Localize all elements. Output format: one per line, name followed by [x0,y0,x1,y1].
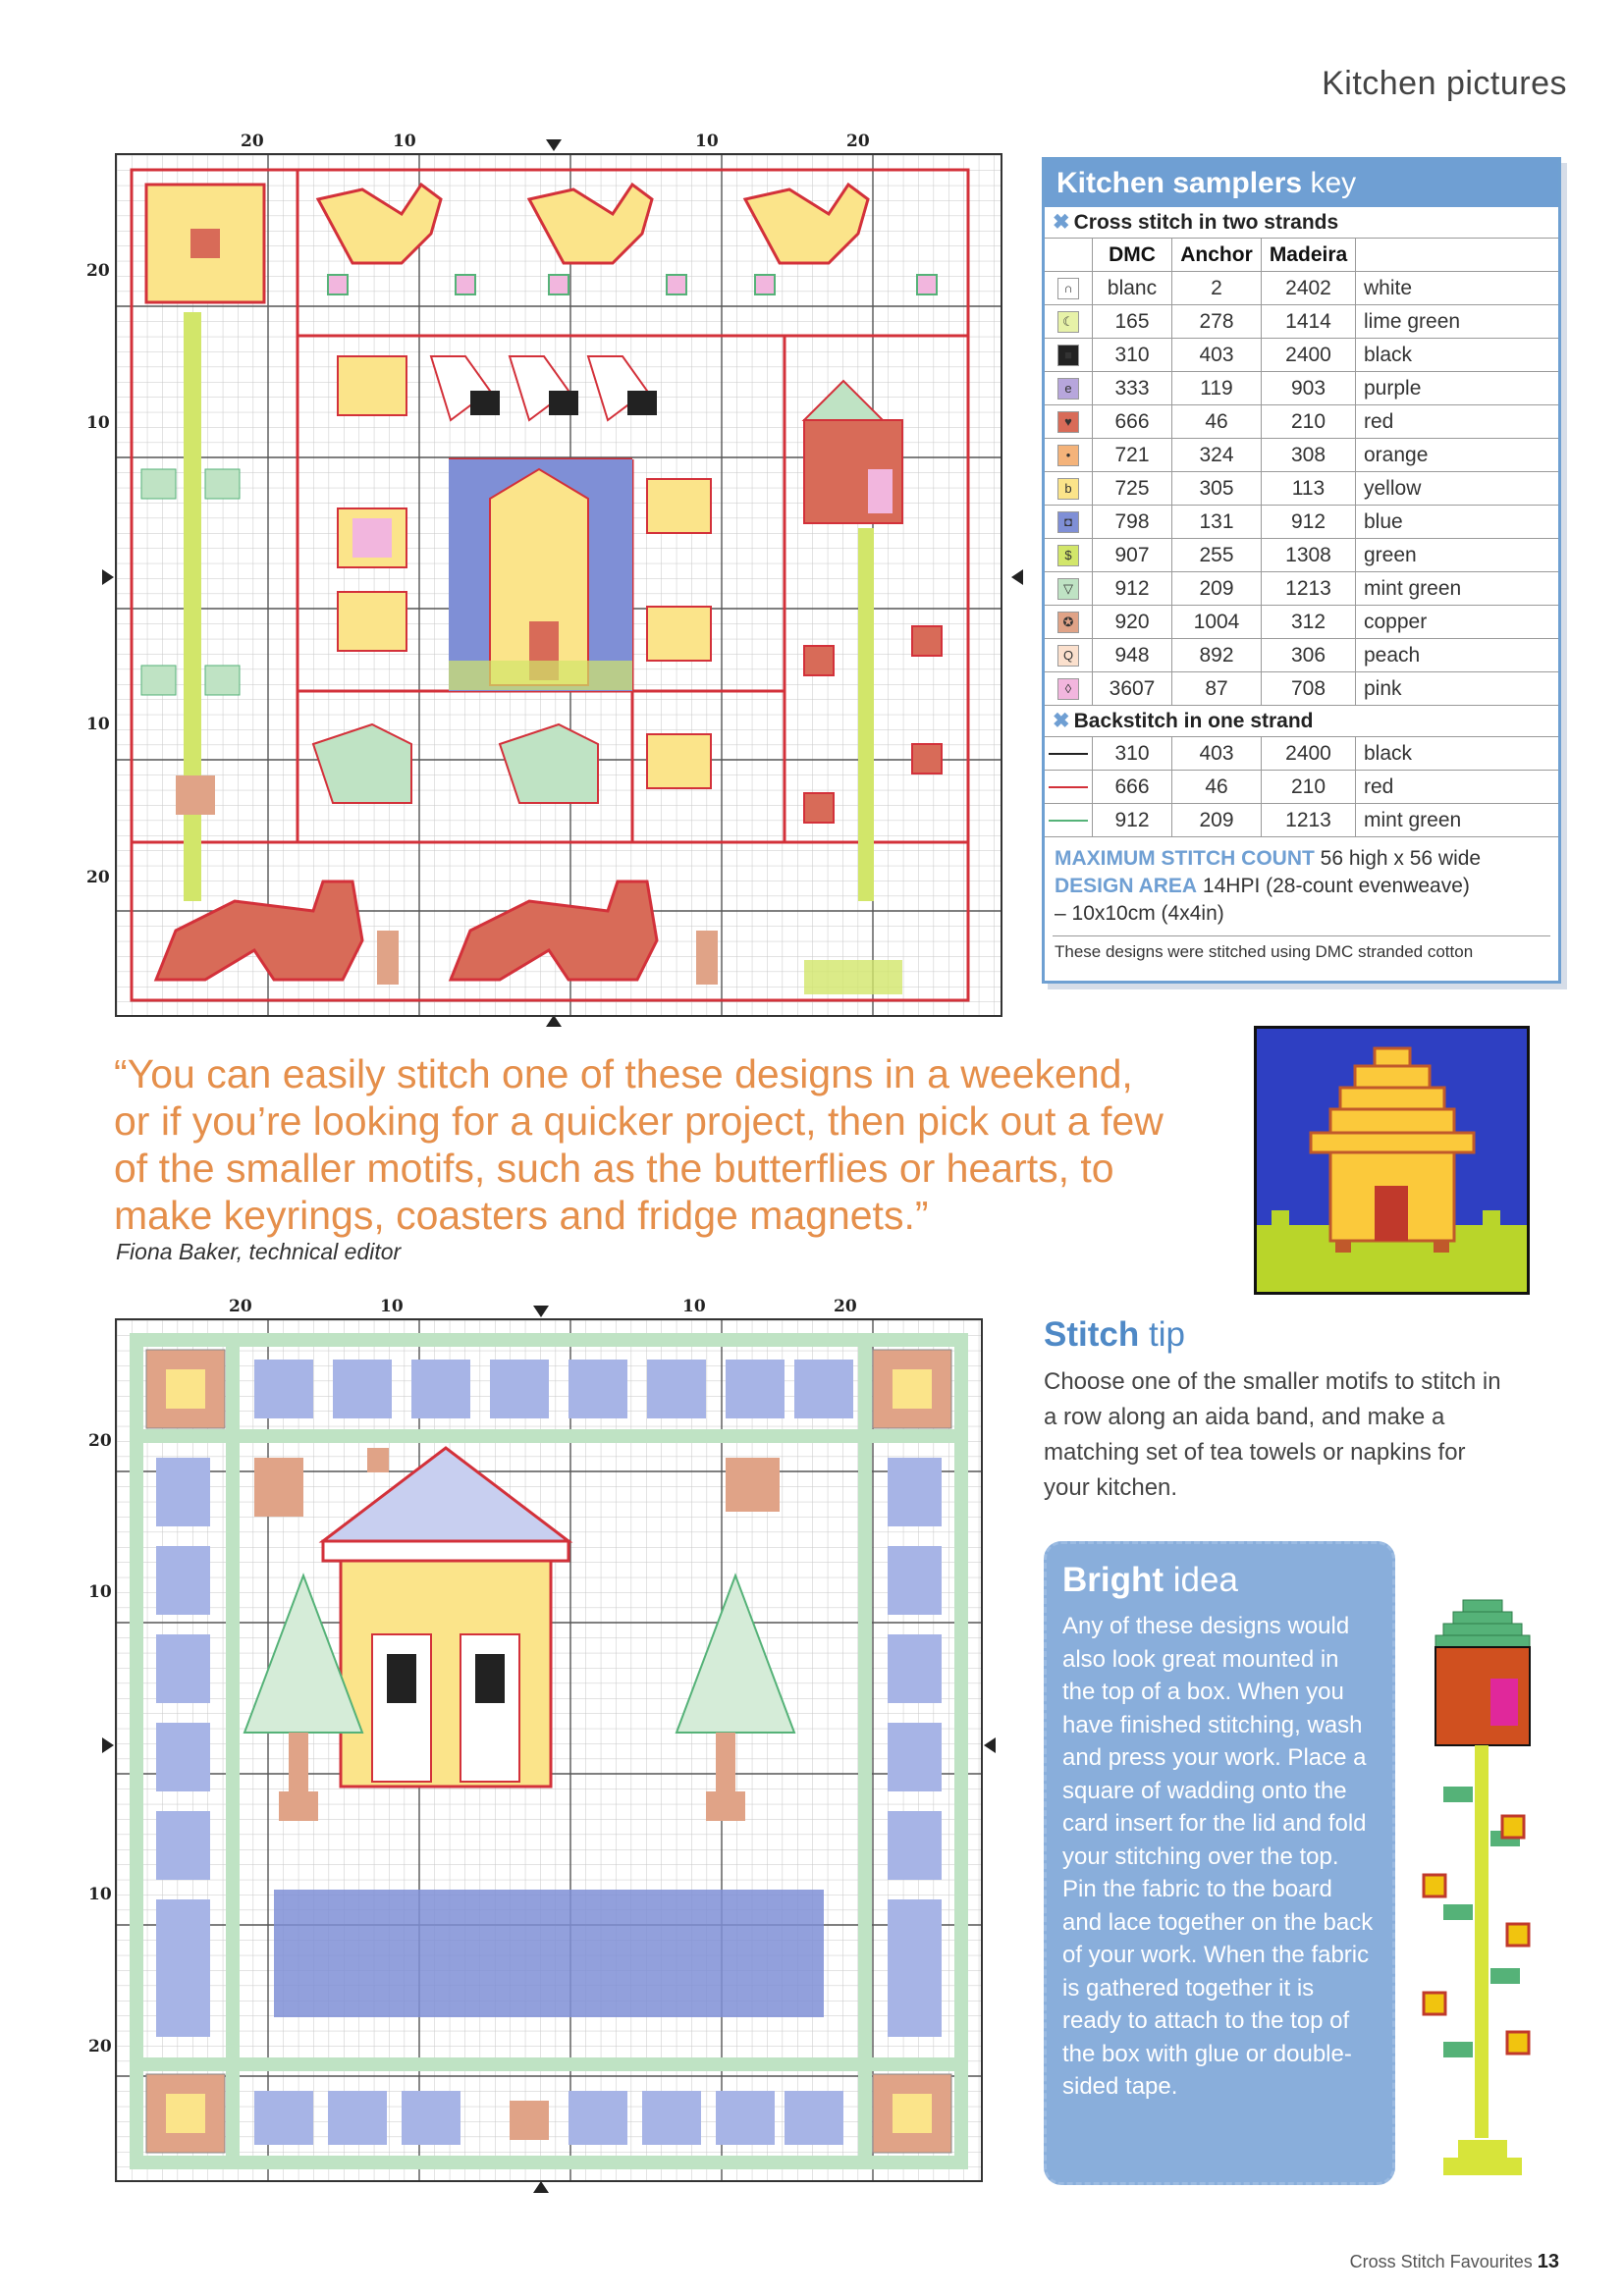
color-name-cell: yellow [1356,472,1559,506]
cross-heading-text: Cross stitch in two strands [1073,211,1339,234]
color-name-cell: black [1356,339,1559,372]
max-stitch-label: MAXIMUM STITCH COUNT [1055,847,1315,870]
color-name-cell: blue [1356,506,1559,539]
top-chart-axis-top-2: 10 [393,132,416,151]
backstitch-table [1045,737,1558,837]
bottom-chart-center-marker-bottom [533,2181,549,2193]
bottom-chart-axis-left-1: 20 [88,1431,112,1451]
anchor-cell: 403 [1172,339,1262,372]
dmc-cell: 666 [1093,405,1172,439]
anchor-cell: 209 [1172,572,1262,606]
anchor-cell: 892 [1172,639,1262,672]
madeira-cell: 1308 [1262,539,1356,572]
color-name-cell: orange [1356,439,1559,472]
anchor-cell: 1004 [1172,606,1262,639]
bottom-chart-center-marker-left [102,1737,114,1753]
col-dmc: DMC [1093,239,1172,272]
color-name-cell: purple [1356,372,1559,405]
back-heading-text: Backstitch in one strand [1073,710,1314,732]
madeira-cell: 210 [1262,405,1356,439]
anchor-cell: 209 [1172,804,1262,837]
design-area-label: DESIGN AREA [1055,875,1198,897]
swatch-cell [1045,539,1093,572]
page-number: 13 [1537,2251,1559,2272]
bright-idea-title [1062,1561,1238,1600]
cross-icon: ✖ [1053,211,1070,234]
color-name-cell: mint green [1356,804,1559,837]
bottom-chart-axis-left-2: 10 [88,1582,112,1602]
bottom-chart-center-marker-top [533,1306,549,1317]
anchor-cell: 87 [1172,672,1262,706]
backstitch-heading [1045,706,1558,737]
top-chart-center-marker-right [1011,569,1023,585]
stitch-tip-body: Choose one of the smaller motifs to stitch in a row along an aida band, and make a matching set of tea towels or napkins for your kitchen. [1044,1368,1501,1501]
dmc-cell: blanc [1093,272,1172,305]
tip-title-light: tip [1148,1315,1185,1354]
line-cell [1045,771,1093,804]
page-footer [1350,2251,1559,2273]
key-title-bold: Kitchen samplers [1056,167,1303,199]
top-chart-axis-top-3: 10 [695,132,719,151]
top-chart-axis-left-1: 20 [86,261,110,281]
key-row [1045,405,1558,439]
dmc-cell: 920 [1093,606,1172,639]
swatch-cell [1045,372,1093,405]
max-stitch-value: 56 high x 56 wide [1320,847,1482,870]
dmc-cell: 721 [1093,439,1172,472]
birdhouse-picture [1414,1580,1556,2179]
color-name-cell: copper [1356,606,1559,639]
key-table [1045,239,1558,706]
swatch-cell [1045,305,1093,339]
flower-motif [146,185,264,302]
section-title: Kitchen pictures [1322,65,1567,102]
swatch-cell [1045,272,1093,305]
top-chart-axis-left-3: 10 [86,715,110,734]
anchor-cell: 46 [1172,771,1262,804]
key-row [1045,339,1558,372]
dmc-cell: 666 [1093,771,1172,804]
footer-title: Cross Stitch Favourites [1349,2252,1533,2271]
anchor-cell: 131 [1172,506,1262,539]
madeira-cell: 306 [1262,639,1356,672]
dmc-cell: 912 [1093,572,1172,606]
top-chart-axis-top-1: 20 [241,132,264,151]
anchor-cell: 324 [1172,439,1262,472]
design-area-value: 14HPI (28-count evenweave) [1202,875,1470,897]
cross-stitch-heading [1045,207,1558,239]
thread-swatch-icon: e [1057,378,1079,400]
top-cross-stitch-chart [115,153,1002,1017]
color-name-cell: lime green [1356,305,1559,339]
swatch-cell [1045,472,1093,506]
color-name-cell: peach [1356,639,1559,672]
bottom-chart-center-marker-right [984,1737,996,1753]
dmc-cell: 907 [1093,539,1172,572]
key-row [1045,606,1558,639]
madeira-cell: 2402 [1262,272,1356,305]
dmc-cell: 725 [1093,472,1172,506]
cross-icon: ✖ [1053,710,1070,732]
top-chart-axis-left-4: 20 [86,868,110,887]
key-row [1045,639,1558,672]
col-anchor: Anchor [1172,239,1262,272]
dmc-cell: 3607 [1093,672,1172,706]
top-chart-canvas [117,155,1001,1015]
madeira-cell: 1213 [1262,572,1356,606]
madeira-cell: 2400 [1262,339,1356,372]
dmc-cell: 333 [1093,372,1172,405]
thread-swatch-icon: ◊ [1057,678,1079,700]
dmc-cell: 310 [1093,737,1172,771]
thread-swatch-icon: ✪ [1057,612,1079,633]
anchor-cell: 119 [1172,372,1262,405]
bottom-chart-axis-top-4: 20 [834,1297,857,1316]
madeira-cell: 708 [1262,672,1356,706]
bottom-chart-axis-left-4: 20 [88,2037,112,2056]
swatch-cell [1045,339,1093,372]
top-chart-center-marker-left [102,569,114,585]
birdhouse-stitched-image [1414,1580,1556,2179]
anchor-cell: 255 [1172,539,1262,572]
backstitch-line-icon [1049,820,1088,822]
swatch-cell [1045,572,1093,606]
design-area-value-2: – 10x10cm (4x4in) [1055,902,1224,925]
thread-swatch-icon: ▽ [1057,578,1079,600]
tip-title-bold: Stitch [1044,1315,1140,1354]
madeira-cell: 308 [1262,439,1356,472]
bright-title-light: idea [1172,1561,1238,1599]
key-row [1045,305,1558,339]
stitch-tip-title [1044,1315,1185,1355]
anchor-cell: 305 [1172,472,1262,506]
color-name-cell: mint green [1356,572,1559,606]
bottom-cross-stitch-chart [115,1318,983,2182]
thread-swatch-icon: ∩ [1057,278,1079,299]
key-row [1045,572,1558,606]
color-name-cell: red [1356,771,1559,804]
madeira-cell: 210 [1262,771,1356,804]
backstitch-row [1045,737,1558,771]
thread-swatch-icon: ■ [1057,345,1079,366]
bottom-chart-axis-left-3: 10 [88,1885,112,1904]
top-chart-axis-left-2: 10 [86,413,110,433]
anchor-cell: 278 [1172,305,1262,339]
madeira-cell: 113 [1262,472,1356,506]
bright-idea-body: Any of these designs would also look great mounted in the top of a box. When you have finished stitching, wash and press your work. Place a square of wadding onto the card insert for the lid and fold your stitching over the top. Pin the fabric to the board and lace together on the back of your work. When the fabric is gathered together it is ready to attach to the top of the box with glue or double-sided tape. [1062,1613,1374,2100]
thread-swatch-icon: ♥ [1057,411,1079,433]
quote-byline: Fiona Baker, technical editor [116,1239,402,1264]
thread-swatch-icon: ☾ [1057,311,1079,333]
thread-swatch-icon: ◘ [1057,511,1079,533]
pull-quote: “You can easily stitch one of these designs in a weekend, or if you’re looking for a quicker project, then pick out a few of the smaller motifs, such as the butterflies or hearts, to make keyrings, coasters and fridge magnets.” [114,1051,1164,1238]
thread-swatch-icon: Q [1057,645,1079,667]
bottom-chart-canvas [117,1320,981,2180]
thread-swatch-icon: • [1057,445,1079,466]
dmc-cell: 798 [1093,506,1172,539]
key-row [1045,539,1558,572]
color-name-cell: pink [1356,672,1559,706]
swatch-cell [1045,606,1093,639]
key-row [1045,439,1558,472]
key-row [1045,506,1558,539]
bottom-chart-axis-top-1: 20 [229,1297,252,1316]
key-note: These designs were stitched using DMC stranded cotton [1055,942,1474,961]
backstitch-line-icon [1049,786,1088,788]
backstitch-row [1045,804,1558,837]
backstitch-line-icon [1049,753,1088,755]
stitch-key-panel [1042,157,1561,984]
color-name-cell: green [1356,539,1559,572]
line-cell [1045,737,1093,771]
madeira-cell: 312 [1262,606,1356,639]
key-row [1045,472,1558,506]
key-row [1045,272,1558,305]
backstitch-row [1045,771,1558,804]
madeira-cell: 1414 [1262,305,1356,339]
beehive-picture [1257,1029,1527,1292]
swatch-cell [1045,639,1093,672]
top-chart-center-marker-top [546,139,562,151]
dmc-cell: 310 [1093,339,1172,372]
thread-swatch-icon: $ [1057,545,1079,566]
bright-title-bold: Bright [1062,1561,1164,1599]
dmc-cell: 165 [1093,305,1172,339]
key-row [1045,672,1558,706]
key-row [1045,372,1558,405]
key-header-row [1045,239,1558,272]
top-chart-axis-top-4: 20 [846,132,870,151]
swatch-cell [1045,506,1093,539]
dmc-cell: 912 [1093,804,1172,837]
bottom-chart-axis-top-2: 10 [380,1297,404,1316]
color-name-cell: red [1356,405,1559,439]
thread-swatch-icon: b [1057,478,1079,500]
key-title-light: key [1310,167,1357,199]
anchor-cell: 403 [1172,737,1262,771]
madeira-cell: 912 [1262,506,1356,539]
swatch-cell [1045,672,1093,706]
key-header [1045,160,1558,207]
anchor-cell: 2 [1172,272,1262,305]
madeira-cell: 1213 [1262,804,1356,837]
swatch-cell [1045,439,1093,472]
anchor-cell: 46 [1172,405,1262,439]
key-specs [1045,837,1558,935]
color-name-cell: white [1356,272,1559,305]
madeira-cell: 2400 [1262,737,1356,771]
col-madeira: Madeira [1262,239,1356,272]
dmc-cell: 948 [1093,639,1172,672]
bottom-chart-axis-top-3: 10 [682,1297,706,1316]
color-name-cell: black [1356,737,1559,771]
line-cell [1045,804,1093,837]
beehive-stitched-image [1254,1026,1530,1295]
swatch-cell [1045,405,1093,439]
madeira-cell: 903 [1262,372,1356,405]
